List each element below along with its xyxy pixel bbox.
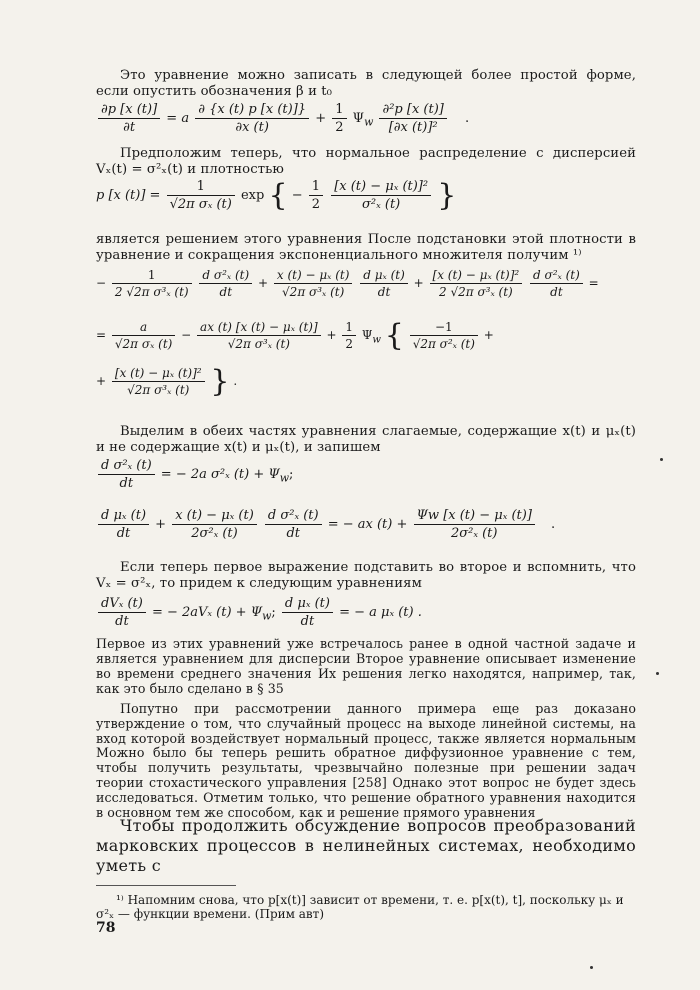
footnote: ¹⁾ Напомним снова, что p[x(t)] зависит от времени, т. е. p[x(t), t], поскольку μₓ и σ²ₓ — функции времени. (Прим авт) (96, 893, 624, 921)
paragraph-4: Выделим в обеих частях уравнения слагаемые, содержащие x(t) и μₓ(t) и не содержащие x(t) и μₓ(t), и запишем (96, 424, 636, 455)
fraction: $\frac{\text{d σ²ₓ (t)}}{dt}$ (98, 458, 155, 491)
fraction: $\frac{\text{d σ²ₓ (t)}}{dt}$ (530, 268, 583, 299)
footnote-rule (96, 885, 236, 886)
paragraph-8: Чтобы продолжить обсуждение вопросов преобразований марковских процессов в нелинейных системах, необходимо уметь с (96, 816, 636, 875)
print-speck (656, 672, 659, 675)
equation-final: $\frac{\text{dVₓ (t)}}{dt}$ = − 2aVₓ $(t) + \Psi_w$; $\frac{\text{d μₓ (t)}}{dt}$ = − a μₓ (t) . (96, 596, 422, 629)
fraction: $\frac{\text{ax (t) [x (t) − μₓ (t)]}}{\text{√2π σ³ₓ (t)}}$ (197, 320, 321, 351)
fraction: $\frac{\text{d σ²ₓ (t)}}{dt}$ (265, 508, 322, 541)
print-speck (660, 458, 663, 461)
fraction: $\frac{\partial p [x (t)]}{\partial t}$ (98, 102, 160, 135)
fraction: $\frac{-1}{\text{√2π σ²ₓ (t)}}$ (410, 320, 478, 351)
fraction: $\frac{\text{dVₓ (t)}}{dt}$ (98, 596, 146, 629)
page-number: 78 (96, 920, 116, 936)
fraction: $\frac{\partial \{x (t) p [x (t)]\}}{\partial x (t)}$ (195, 102, 309, 135)
equation-normal-density: p [x (t)] = $\frac{1}{\text{√2π σₓ (t)}}$ exp { − $\frac{1}{2}$ $\frac{\text{[x (t) − μₓ (t)]²}}{\text{σ²ₓ (t)}}$ } (96, 178, 457, 213)
equation-substituted-line-1: − $\frac{1}{\text{2 √2π σ³ₓ (t)}}$ $\frac{\text{d σ²ₓ (t)}}{dt}$ + $\frac{\text{x (t) − μₓ (t)}}{\text{√2π σ³ₓ (t)}}$ $\frac{\text{d μₓ (t)}}{dt}$ + $\frac{\text{[x (t) − μₓ (t)]²}}{\text{2 √2π σ³ₓ (t)}}$ $\frac{\text{d σ²ₓ (t)}}{dt}$ = (96, 268, 599, 299)
fraction: $\frac{\text{[x (t) − μₓ (t)]²}}{\text{√2π σ³ₓ (t)}}$ (112, 366, 205, 397)
fraction: $\frac{\text{∂²p [x (t)]}}{\text{[∂x (t)]²}}$ (379, 102, 446, 135)
fraction: $\frac{\text{d μₓ (t)}}{dt}$ (98, 508, 149, 541)
paragraph-2: Предположим теперь, что нормальное распределение с дисперсией Vₓ(t) = σ²ₓ(t) и плотностью (96, 146, 636, 177)
fraction: $\frac{\text{d σ²ₓ (t)}}{dt}$ (199, 268, 252, 299)
equation-variance: $\frac{\text{d σ²ₓ (t)}}{dt}$ = − 2a σ²ₓ $(t) + \Psi_w$; (96, 458, 293, 491)
fraction: $\frac{\text{[x (t) − μₓ (t)]²}}{\text{2 √2π σ³ₓ (t)}}$ (430, 268, 523, 299)
fraction: $\frac{\text{Ψw [x (t) − μₓ (t)]}}{\text{2σ²ₓ (t)}}$ (414, 508, 535, 541)
equation-mean: $\frac{\text{d μₓ (t)}}{dt}$ + $\frac{\text{x (t) − μₓ (t)}}{\text{2σ²ₓ (t)}}$ $\frac{\text{d σ²ₓ (t)}}{dt}$ = − ax (t) + $\frac{\text{Ψw [x (t) − μₓ (t)]}}{\text{2σ²ₓ (t)}}$ . (96, 508, 555, 541)
equation-substituted-line-2: = $\frac{a}{\text{√2π σₓ (t)}}$ − $\frac{\text{ax (t) [x (t) − μₓ (t)]}}{\text{√2π σ³ₓ (t)}}$ + $\frac{1}{2}$ $\Psi_w$ { $\frac{-1}{\text{√2π σ²ₓ (t)}}$ + (96, 318, 494, 353)
paragraph-3: является решением этого уравнения После подстановки этой плотности в уравнение и сокращения экспоненциального множителя получим ¹⁾ (96, 232, 636, 263)
print-speck (590, 966, 593, 969)
fraction: $\frac{\text{[x (t) − μₓ (t)]²}}{\text{σ²ₓ (t)}}$ (331, 179, 431, 212)
fraction: $\frac{\text{x (t) − μₓ (t)}}{\text{√2π σ³ₓ (t)}}$ (274, 268, 353, 299)
fraction: $\frac{a}{\text{√2π σₓ (t)}}$ (112, 320, 175, 351)
fraction: $\frac{1}{2}$ (309, 179, 323, 212)
fraction: $\frac{1}{\text{2 √2π σ³ₓ (t)}}$ (112, 268, 192, 299)
paragraph-7: Попутно при рассмотрении данного примера еще раз доказано утверждение о том, что случайный процесс на выходе линейной системы, на вход которой воздействует нормальный процесс, также является нормальным Можно было бы теперь решить обратное диффузионное уравнение с тем, чтобы получить результаты, чрезвычайно полезные при решении задач теории стохастического управления [258] Однако этот вопрос не будет здесь исследоваться. Отметим только, что решение обратного уравнения находится в основном тем же способом, как и решение прямого уравнения (96, 701, 636, 820)
fraction: $\frac{1}{2}$ (332, 102, 346, 135)
fraction: $\frac{\text{x (t) − μₓ (t)}}{\text{2σ²ₓ (t)}}$ (172, 508, 257, 541)
paragraph-6: Первое из этих уравнений уже встречалось ранее в одной частной задаче и является уравнением для дисперсии Второе уравнение описывает изменение во времени среднего значения Их решения легко находятся, например, так, как это было сделано в § 35 (96, 636, 636, 696)
fraction: $\frac{1}{\text{√2π σₓ (t)}}$ (167, 179, 235, 212)
paragraph-1: Это уравнение можно записать в следующей более простой форме, если опустить обозначения β и t₀ (96, 68, 636, 99)
equation-fokker-planck: $\frac{\partial p [x (t)]}{\partial t}$ = a $\frac{\partial \{x (t) p [x (t)]\}}{\partial x (t)}$ + $\frac{1}{2}$ $\Psi_w$ $\frac{\text{∂²p [x (t)]}}{\text{[∂x (t)]²}}$ . (96, 102, 469, 135)
fraction: $\frac{\text{d μₓ (t)}}{dt}$ (360, 268, 408, 299)
paragraph-5: Если теперь первое выражение подставить во второе и вспомнить, что Vₓ = σ²ₓ, то придем к следующим уравнениям (96, 560, 636, 591)
equation-substituted-line-3: + $\frac{\text{[x (t) − μₓ (t)]²}}{\text{√2π σ³ₓ (t)}}$ } . (96, 364, 238, 399)
fraction: $\frac{\text{d μₓ (t)}}{dt}$ (282, 596, 333, 629)
fraction: $\frac{1}{2}$ (342, 320, 356, 351)
